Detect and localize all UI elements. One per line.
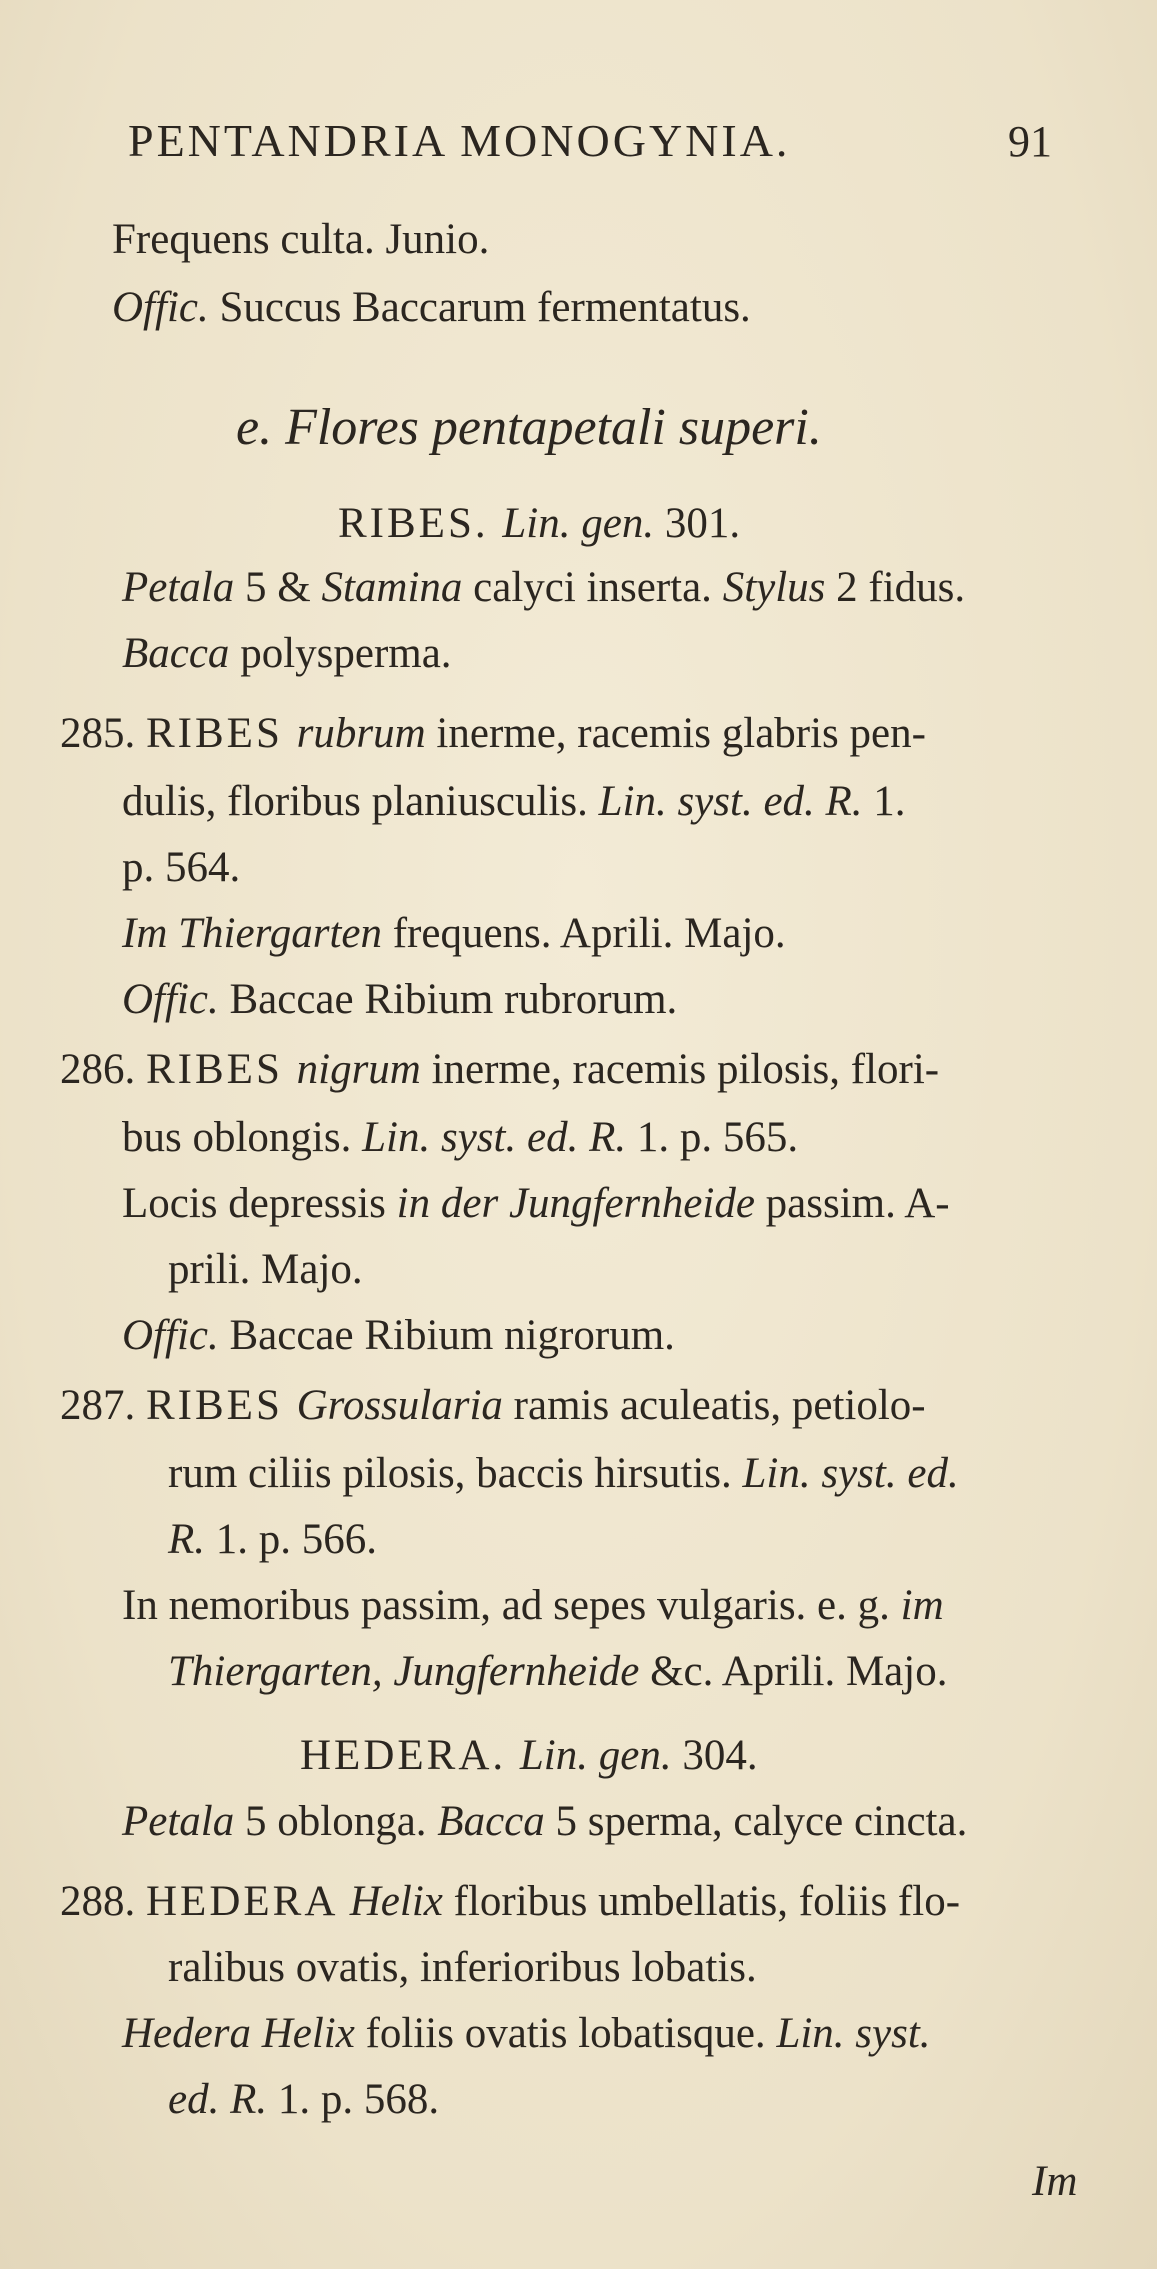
running-head: PENTANDRIA MONOGYNIA. (128, 115, 791, 166)
text-line: Thiergarten, Jungfernheide &c. Aprili. Majo. (168, 1648, 948, 1695)
text-line: Im Thiergarten frequens. Aprili. Majo. (122, 910, 786, 957)
species-entry-287: 287. RIBES Grossularia ramis aculeatis, petiolo- (60, 1382, 926, 1429)
text-line: Petala 5 oblonga. Bacca 5 sperma, calyce cincta. (122, 1798, 968, 1845)
text-line: ed. R. 1. p. 568. (168, 2076, 440, 2123)
text-line: rum ciliis pilosis, baccis hirsutis. Lin. syst. ed. (168, 1450, 959, 1497)
text-line: In nemoribus passim, ad sepes vulgaris. e. g. im (122, 1582, 944, 1629)
genus-heading: RIBES. Lin. gen. 301. (338, 500, 741, 547)
species-entry-288: 288. HEDERA Helix floribus umbellatis, foliis flo- (60, 1878, 961, 1925)
species-entry-285: 285. RIBES rubrum inerme, racemis glabris pen- (60, 710, 926, 757)
text-line: Hedera Helix foliis ovatis lobatisque. Lin. syst. (122, 2010, 931, 2057)
text-line: Offic. Baccae Ribium rubrorum. (122, 976, 678, 1023)
page-number: 91 (1008, 117, 1052, 166)
text-line: Locis depressis in der Jungfernheide passim. A- (122, 1180, 950, 1227)
genus-heading: HEDERA. Lin. gen. 304. (300, 1732, 758, 1779)
text-line: bus oblongis. Lin. syst. ed. R. 1. p. 565. (122, 1114, 799, 1161)
species-entry-286: 286. RIBES nigrum inerme, racemis pilosis, flori- (60, 1046, 940, 1093)
text-line: Bacca polysperma. (122, 630, 452, 677)
text-line: dulis, floribus planiusculis. Lin. syst. ed. R. 1. (122, 778, 906, 825)
catchword: Im (1032, 2158, 1078, 2205)
text-line: Offic. Succus Baccarum fermentatus. (112, 284, 751, 331)
section-heading: e. Flores pentapetali superi. (236, 399, 822, 456)
text-line: Petala 5 & Stamina calyci inserta. Stylus 2 fidus. (122, 564, 966, 611)
text-line: R. 1. p. 566. (168, 1516, 378, 1563)
text-line: prili. Majo. (168, 1246, 363, 1293)
text-line: ralibus ovatis, inferioribus lobatis. (168, 1944, 757, 1991)
text-line: Frequens culta. Junio. (112, 216, 490, 263)
text-line: p. 564. (122, 844, 241, 891)
text-line: Offic. Baccae Ribium nigrorum. (122, 1312, 675, 1359)
